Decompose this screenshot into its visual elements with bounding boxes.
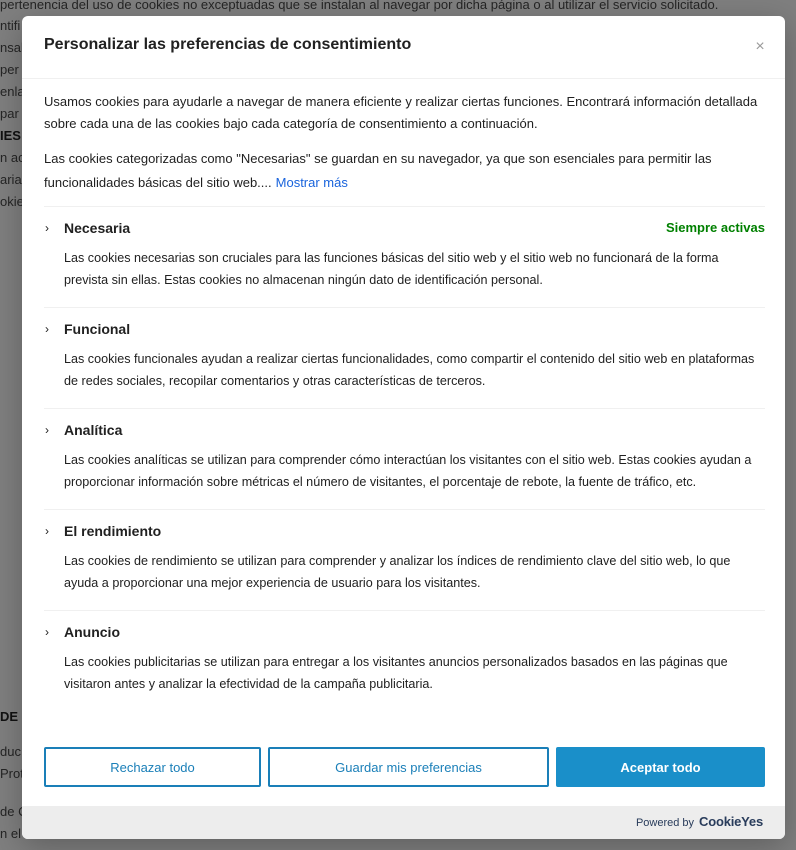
category-description: Las cookies analíticas se utilizan para comprender cómo interactúan los visitantes con el sitio web. Estas cookies ayudan a proporcionar información sobre métricas el número de visitantes, el porcentaje de rebote, la fuente de tráfico, etc. [64, 453, 752, 489]
category-toggle-necessary[interactable] [44, 217, 765, 239]
category-performance [44, 509, 765, 610]
always-active-badge: Siempre activas [665, 220, 765, 235]
cookieyes-logo[interactable]: CookieYes [699, 814, 763, 829]
category-description: Las cookies funcionales ayudan a realizar ciertas funcionalidades, como compartir el contenido del sitio web en plataformas de redes sociales, recopilar comentarios y otras características de terceros. [64, 352, 755, 388]
necessary-note-text: Las cookies categorizadas como "Necesarias" se guardan en su navegador, ya que son esenciales para permitir las funcionalidades básicas del sitio web.... [44, 151, 712, 190]
save-preferences-button[interactable]: Guardar mis preferencias [268, 747, 549, 787]
show-more-link[interactable]: Mostrar más [275, 175, 348, 190]
chevron-right-icon: › [45, 524, 49, 538]
category-title: Anuncio [64, 624, 120, 640]
category-analytics [44, 408, 765, 509]
intro-text: Usamos cookies para ayudarle a navegar de manera eficiente y realizar ciertas funciones. Encontrará información detallada sobre cada una de las cookies bajo cada categoría de consentimiento a continuación. [44, 94, 758, 131]
accept-all-button[interactable]: Aceptar todo [556, 747, 765, 787]
category-description: Las cookies de rendimiento se utilizan para comprender y analizar los índices de rendimiento clave del sitio web, lo que ayuda a proporcionar una mejor experiencia de usuario para los visitantes. [64, 554, 731, 590]
chevron-right-icon: › [45, 423, 49, 437]
category-description: Las cookies necesarias son cruciales para las funciones básicas del sitio web y el sitio web no funcionará de la forma prevista sin ellas. Estas cookies no almacenan ningún dato de identificación personal. [64, 251, 719, 287]
category-title: Analítica [64, 422, 123, 438]
powered-by-bar [22, 806, 785, 839]
close-icon: × [755, 38, 765, 55]
close-button[interactable] [751, 38, 769, 56]
category-toggle-analytics[interactable] [44, 419, 765, 441]
powered-by [636, 814, 763, 829]
category-toggle-functional[interactable] [44, 318, 765, 340]
category-functional [44, 307, 765, 408]
consent-preferences-modal [22, 16, 785, 839]
chevron-right-icon: › [45, 625, 49, 639]
category-toggle-performance[interactable] [44, 520, 765, 542]
category-necessary [44, 206, 765, 307]
category-description: Las cookies publicitarias se utilizan para entregar a los visitantes anuncios personalizados basados en las páginas que visitaron antes y analizar la efectividad de la campaña publicitaria. [64, 655, 728, 691]
category-title: Funcional [64, 321, 131, 337]
category-title: El rendimiento [64, 523, 162, 539]
category-title: Necesaria [64, 220, 131, 236]
chevron-right-icon: › [45, 322, 49, 336]
chevron-right-icon: › [45, 221, 49, 235]
category-advertisement [44, 610, 765, 711]
powered-by-label: Powered by [635, 817, 695, 829]
modal-footer [44, 747, 765, 787]
modal-title: Personalizar las preferencias de consentimiento [44, 36, 412, 53]
modal-body [44, 78, 765, 738]
necessary-note [44, 147, 765, 195]
reject-all-button[interactable]: Rechazar todo [44, 747, 261, 787]
category-toggle-advertisement[interactable] [44, 621, 765, 643]
modal-header [22, 16, 785, 79]
